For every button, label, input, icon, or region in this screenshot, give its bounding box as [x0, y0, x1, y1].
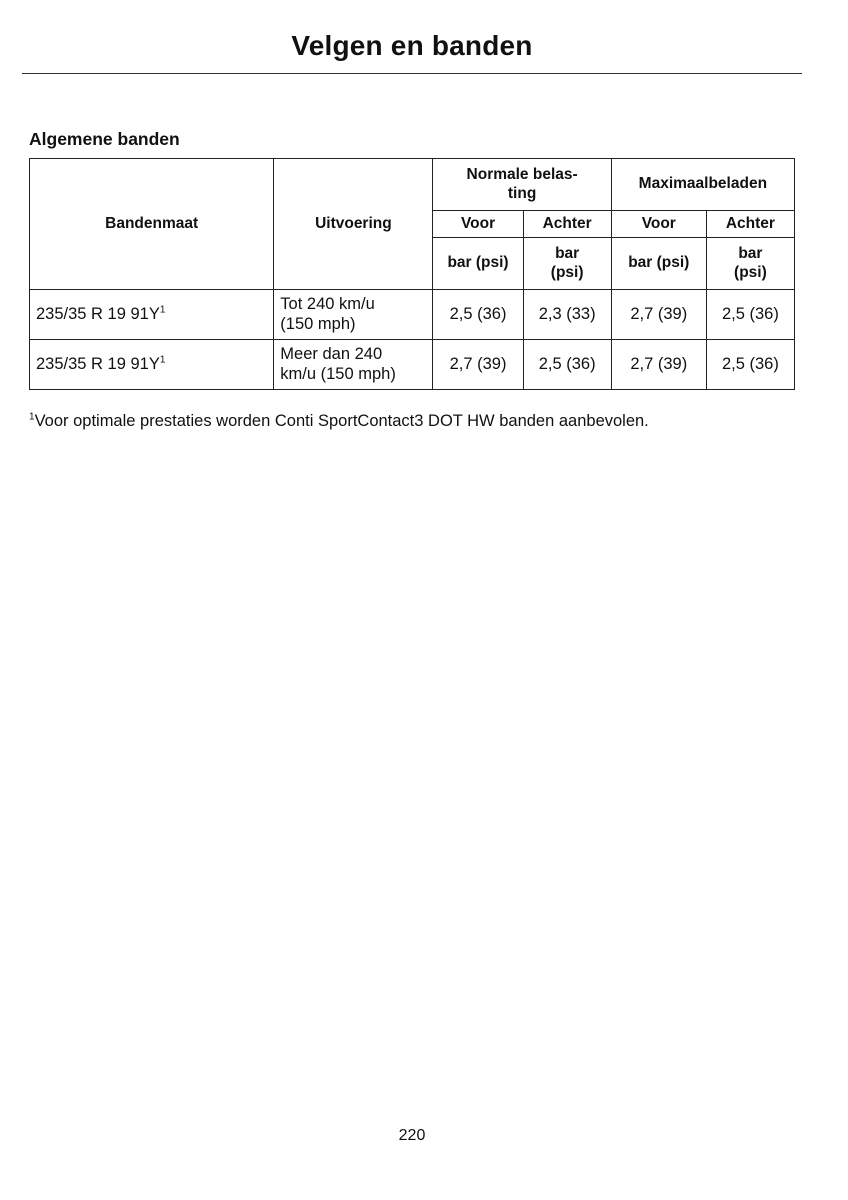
footnote-number: 1	[29, 411, 35, 423]
header-normal-front: Voor	[433, 211, 523, 238]
unit-max-front: bar (psi)	[611, 238, 706, 290]
max-rear-pressure: 2,5 (36)	[706, 290, 794, 340]
tyre-size: 235/35 R 19 91Y	[36, 354, 160, 373]
footnote-marker: 1	[159, 304, 166, 316]
header-max-load: Maximaalbeladen	[611, 159, 794, 211]
page-number: 220	[398, 1127, 426, 1144]
tyre-pressure-table	[29, 158, 795, 390]
tyre-size-cell	[30, 290, 274, 340]
max-front-pressure: 2,7 (39)	[611, 340, 706, 390]
unit-normal-front: bar (psi)	[433, 238, 523, 290]
footnote	[29, 412, 649, 431]
footnote-marker: 1	[159, 354, 166, 366]
unit-normal-rear: bar (psi)	[523, 238, 611, 290]
normal-rear-pressure: 2,5 (36)	[523, 340, 611, 390]
header-size: Bandenmaat	[30, 159, 274, 290]
max-front-pressure: 2,7 (39)	[611, 290, 706, 340]
header-max-rear: Achter	[706, 211, 794, 238]
variant-cell: Tot 240 km/u (150 mph)	[274, 290, 433, 340]
tyre-size-cell	[30, 340, 274, 390]
header-max-front: Voor	[611, 211, 706, 238]
variant-cell: Meer dan 240 km/u (150 mph)	[274, 340, 433, 390]
section-heading: Algemene banden	[29, 129, 180, 149]
header-row-1	[30, 159, 795, 211]
table-row	[30, 290, 795, 340]
max-rear-pressure: 2,5 (36)	[706, 340, 794, 390]
header-normal-rear: Achter	[523, 211, 611, 238]
footnote-text: Voor optimale prestaties worden Conti SportContact3 DOT HW banden aanbevolen.	[34, 412, 649, 430]
normal-rear-pressure: 2,3 (33)	[523, 290, 611, 340]
normal-front-pressure: 2,7 (39)	[433, 340, 523, 390]
table-row	[30, 340, 795, 390]
normal-front-pressure: 2,5 (36)	[433, 290, 523, 340]
tyre-size: 235/35 R 19 91Y	[36, 304, 160, 323]
header-normal-load: Normale belas- ting	[433, 159, 611, 211]
header-variant: Uitvoering	[274, 159, 433, 290]
page-title: Velgen en banden	[291, 30, 533, 61]
unit-max-rear: bar (psi)	[706, 238, 794, 290]
title-divider	[22, 73, 802, 74]
